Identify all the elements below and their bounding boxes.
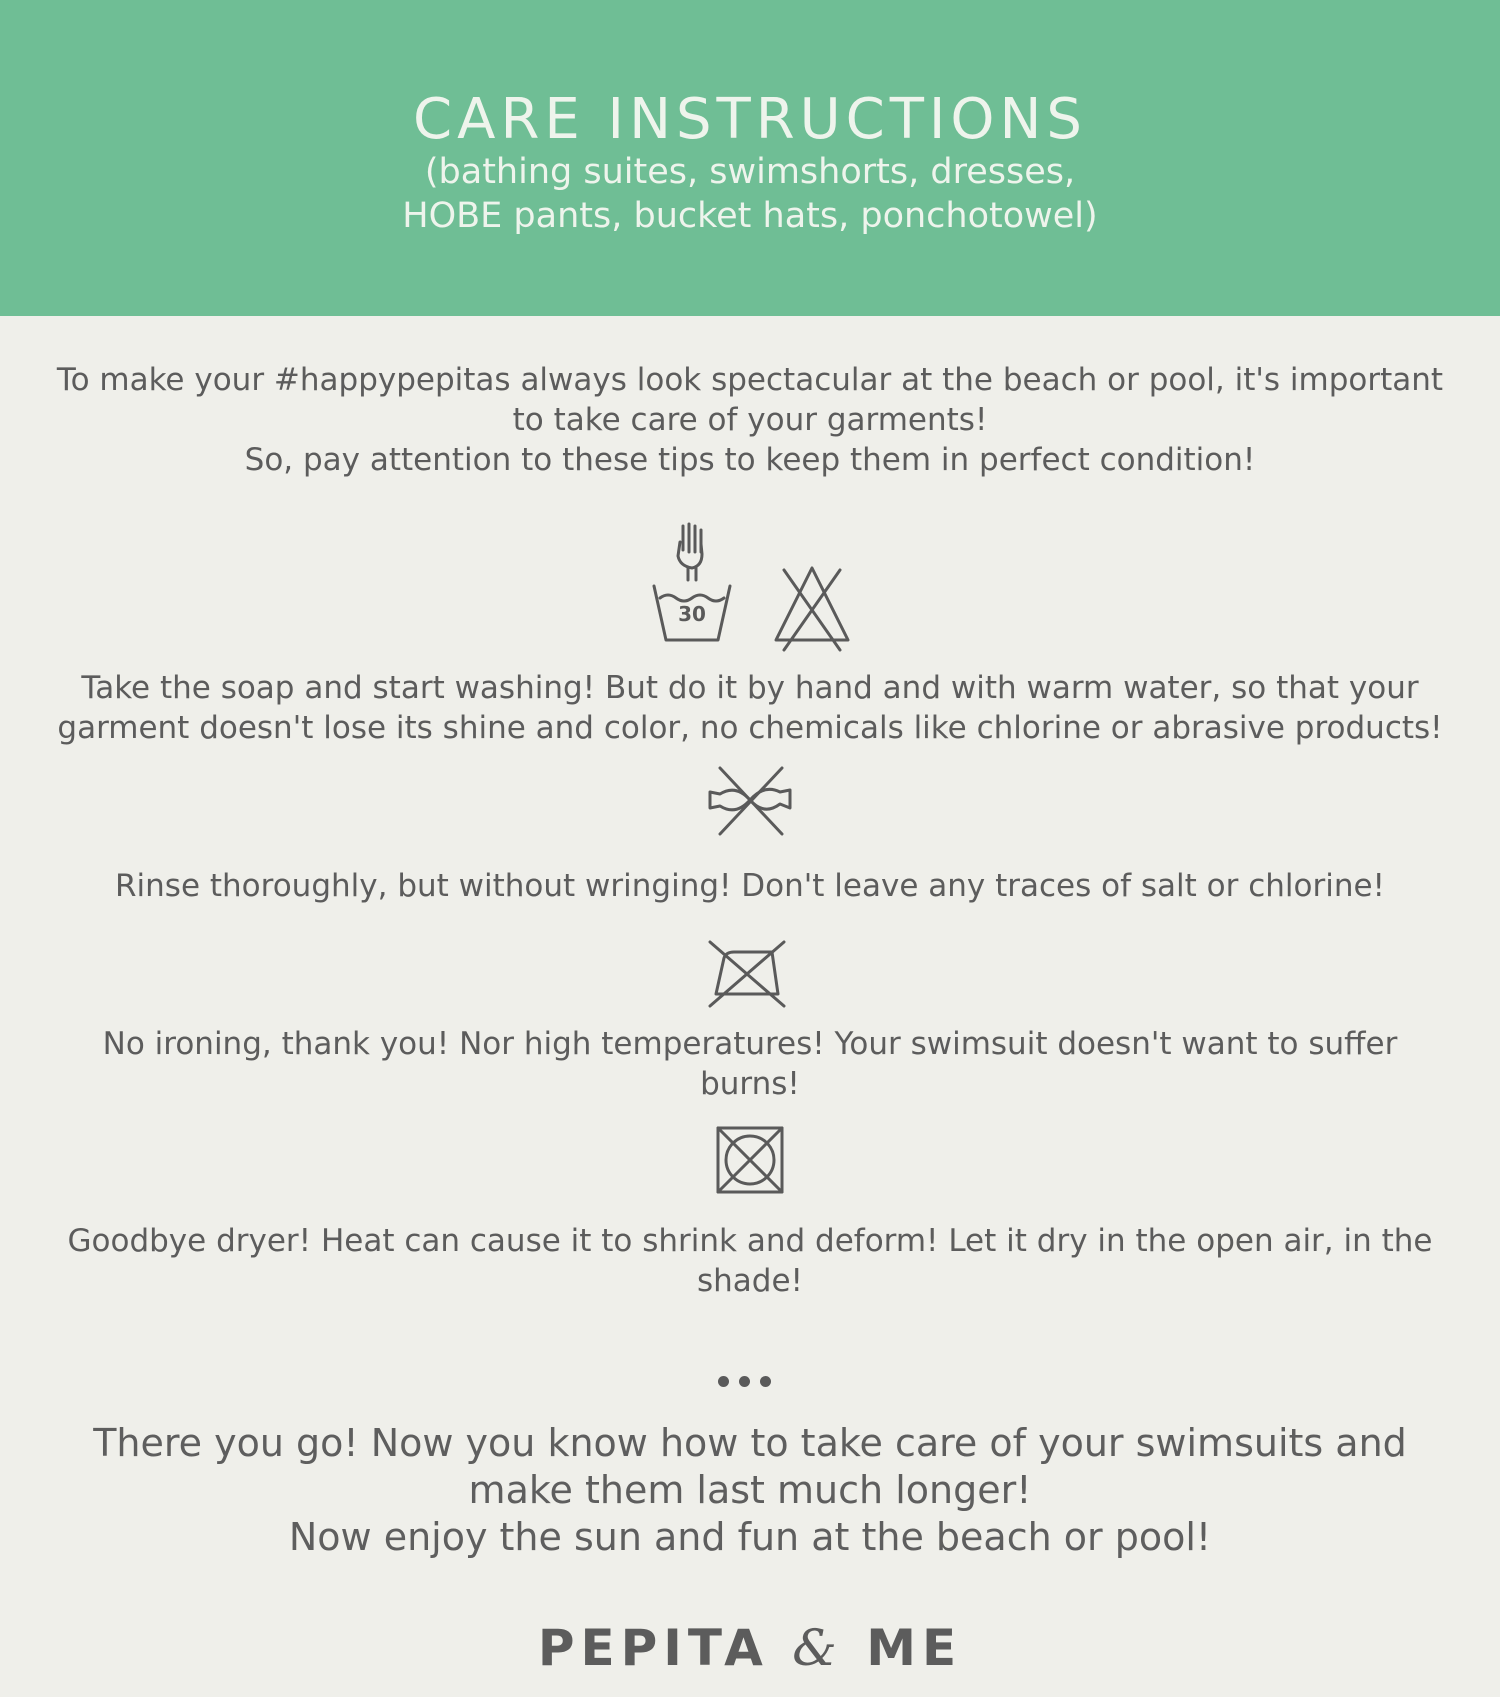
closing-line-1: There you go! Now you know how to take care of your swimsuits and <box>93 1421 1407 1465</box>
intro-text <box>40 360 1460 480</box>
closing-line-3: Now enjoy the sun and fun at the beach or pool! <box>288 1515 1212 1559</box>
wash-temp-label: 30 <box>678 602 706 626</box>
intro-line-3: So, pay attention to these tips to keep them in perfect condition! <box>244 442 1256 478</box>
intro-line-2: to take care of your garments! <box>512 402 988 438</box>
step-no-dryer-text <box>40 1221 1460 1301</box>
step-1-line-2: garment doesn't lose its shine and color, no chemicals like chlorine or abrasive products! <box>57 710 1443 746</box>
step-1-line-1: Take the soap and start washing! But do it by hand and with warm water, so that your <box>81 670 1419 706</box>
step-hand-wash-text <box>40 668 1460 748</box>
dot <box>718 1376 729 1387</box>
step-no-iron-text <box>40 1024 1460 1104</box>
step-2-line-1: Rinse thoroughly, but without wringing! Don't leave any traces of salt or chlorine! <box>115 868 1385 904</box>
page-title: CARE INSTRUCTIONS <box>413 87 1087 152</box>
logo-ampersand: & <box>792 1619 843 1677</box>
do-not-tumble-dry-icon <box>714 1124 786 1196</box>
step-3-line-2: burns! <box>700 1066 800 1102</box>
brand-logo <box>0 1618 1500 1678</box>
intro-line-1: To make your #happypepitas always look spectacular at the beach or pool, it's important <box>56 362 1444 398</box>
step-4-line-1: Goodbye dryer! Heat can cause it to shrink and deform! Let it dry in the open air, in the <box>67 1223 1433 1259</box>
subtitle-line-2: HOBE pants, bucket hats, ponchotowel) <box>402 196 1098 236</box>
dot <box>760 1376 771 1387</box>
closing-line-2: make them last much longer! <box>468 1468 1032 1512</box>
subtitle-line-1: (bathing suites, swimshorts, dresses, <box>424 152 1076 192</box>
closing-text <box>40 1420 1460 1561</box>
do-not-iron-icon <box>706 936 788 1010</box>
no-bleach-icon <box>772 564 852 652</box>
header-banner <box>0 0 1500 316</box>
dot <box>739 1376 750 1387</box>
logo-text-left: PEPITA <box>537 1619 769 1677</box>
page-subtitle <box>0 150 1500 238</box>
logo-text-right: ME <box>866 1619 963 1677</box>
hand-wash-30-icon <box>650 522 734 646</box>
step-4-line-2: shade! <box>697 1263 803 1299</box>
step-rinse-text <box>40 866 1460 906</box>
do-not-wring-icon <box>706 764 794 838</box>
step-3-line-1: No ironing, thank you! Nor high temperatures! Your swimsuit doesn't want to suffer <box>102 1026 1398 1062</box>
separator-dots <box>718 1372 771 1391</box>
